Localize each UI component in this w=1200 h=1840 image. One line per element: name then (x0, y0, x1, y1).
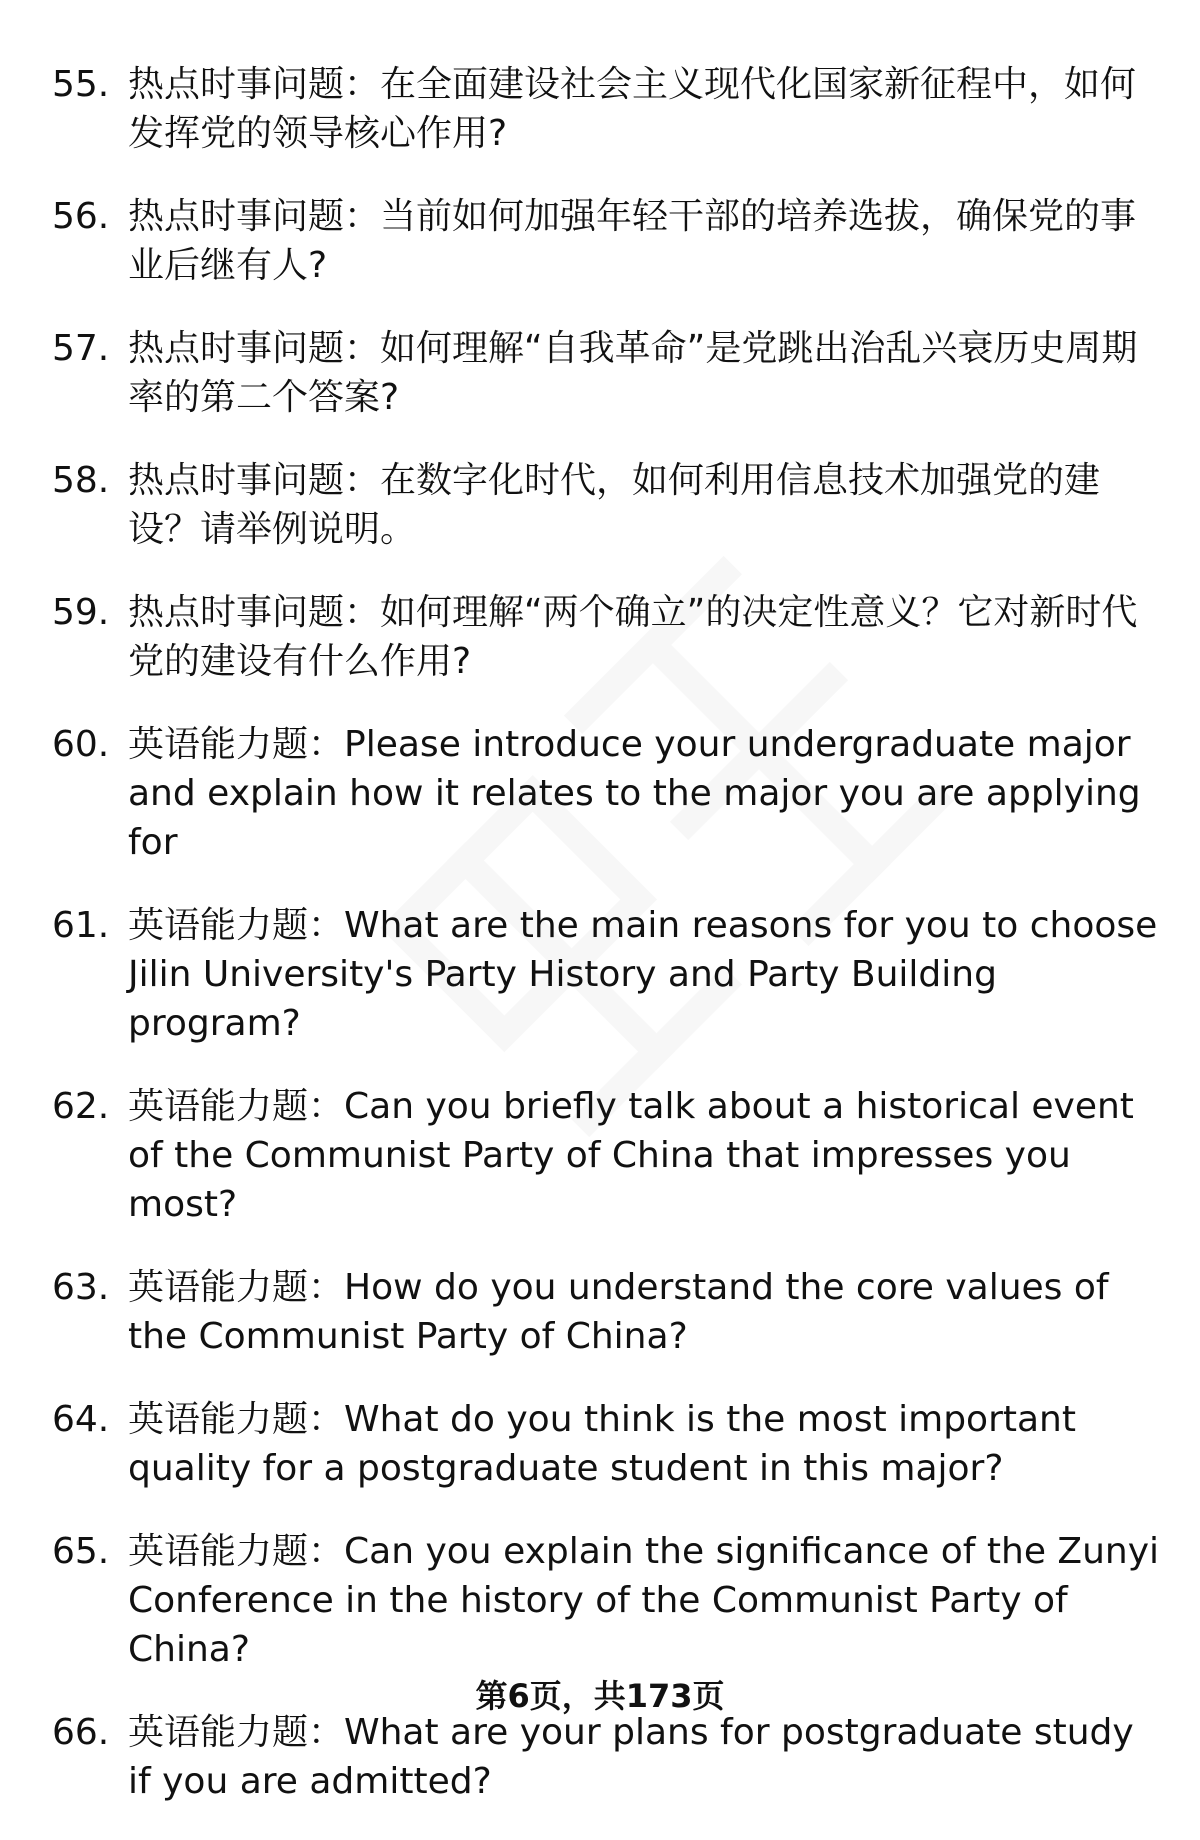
question-body: Please introduce your undergraduate major and explain how it relates to the major you are applying for (128, 724, 1141, 863)
question-number: 58. (52, 460, 110, 501)
question-category: 英语能力题： (128, 1712, 345, 1753)
question-body: 在全面建设社会主义现代化国家新征程中，如何发挥党的领导核心作用? (128, 64, 1137, 154)
question-item (52, 1708, 1162, 1806)
question-item (52, 324, 1162, 422)
question-number: 59. (52, 592, 110, 633)
question-number: 62. (52, 1086, 110, 1127)
question-body: 当前如何加强年轻干部的培养选拔，确保党的事业后继有人? (128, 196, 1137, 286)
question-category: 英语能力题： (128, 1086, 345, 1127)
question-category: 热点时事问题： (128, 196, 381, 237)
question-number: 56. (52, 196, 110, 237)
question-body: 如何理解“两个确立”的决定性意义？它对新时代党的建设有什么作用? (128, 592, 1138, 682)
page-number-footer: 第6页，共173页 (475, 1677, 725, 1715)
question-category: 热点时事问题： (128, 460, 381, 501)
question-category: 英语能力题： (128, 1267, 345, 1308)
question-category: 英语能力题： (128, 1399, 345, 1440)
question-text (128, 192, 1162, 290)
question-text (128, 456, 1162, 554)
question-text (128, 60, 1162, 158)
question-body: 在数字化时代，如何利用信息技术加强党的建设？请举例说明。 (128, 460, 1101, 550)
question-text (128, 1395, 1162, 1493)
question-text (128, 588, 1162, 686)
question-category: 英语能力题： (128, 905, 345, 946)
question-body: What are your plans for postgraduate study if you are admitted? (128, 1712, 1134, 1802)
question-item (52, 588, 1162, 686)
question-item (52, 1082, 1162, 1229)
question-category: 热点时事问题： (128, 64, 381, 105)
question-number: 55. (52, 64, 110, 105)
question-body: How do you understand the core values of the Communist Party of China? (128, 1267, 1109, 1357)
question-text (128, 324, 1162, 422)
question-item (52, 60, 1162, 158)
question-text (128, 901, 1162, 1048)
question-body: 如何理解“自我革命”是党跳出治乱兴衰历史周期率的第二个答案? (128, 328, 1138, 418)
question-item (52, 720, 1162, 867)
question-category: 英语能力题： (128, 1531, 345, 1572)
question-item (52, 1527, 1162, 1674)
question-number: 63. (52, 1267, 110, 1308)
question-number: 66. (52, 1712, 110, 1753)
question-category: 热点时事问题： (128, 328, 381, 369)
question-body: What do you think is the most important quality for a postgraduate student in this major? (128, 1399, 1076, 1489)
question-text (128, 1708, 1162, 1806)
question-number: 61. (52, 905, 110, 946)
question-item (52, 1395, 1162, 1493)
question-item (52, 1263, 1162, 1361)
question-number: 57. (52, 328, 110, 369)
question-number: 64. (52, 1399, 110, 1440)
question-text (128, 1527, 1162, 1674)
question-number: 65. (52, 1531, 110, 1572)
question-category: 英语能力题： (128, 724, 345, 765)
question-category: 热点时事问题： (128, 592, 381, 633)
question-item (52, 192, 1162, 290)
question-body: Can you briefly talk about a historical event of the Communist Party of China that impresses you most? (128, 1086, 1134, 1225)
question-text (128, 1082, 1162, 1229)
question-list (52, 60, 1162, 1840)
question-item (52, 901, 1162, 1048)
question-number: 60. (52, 724, 110, 765)
question-text (128, 1263, 1162, 1361)
question-body: What are the main reasons for you to choose Jilin University's Party History and Party Building program? (128, 905, 1158, 1044)
question-text (128, 720, 1162, 867)
question-body: Can you explain the significance of the Zunyi Conference in the history of the Communist Party of China? (128, 1531, 1160, 1670)
question-item (52, 456, 1162, 554)
